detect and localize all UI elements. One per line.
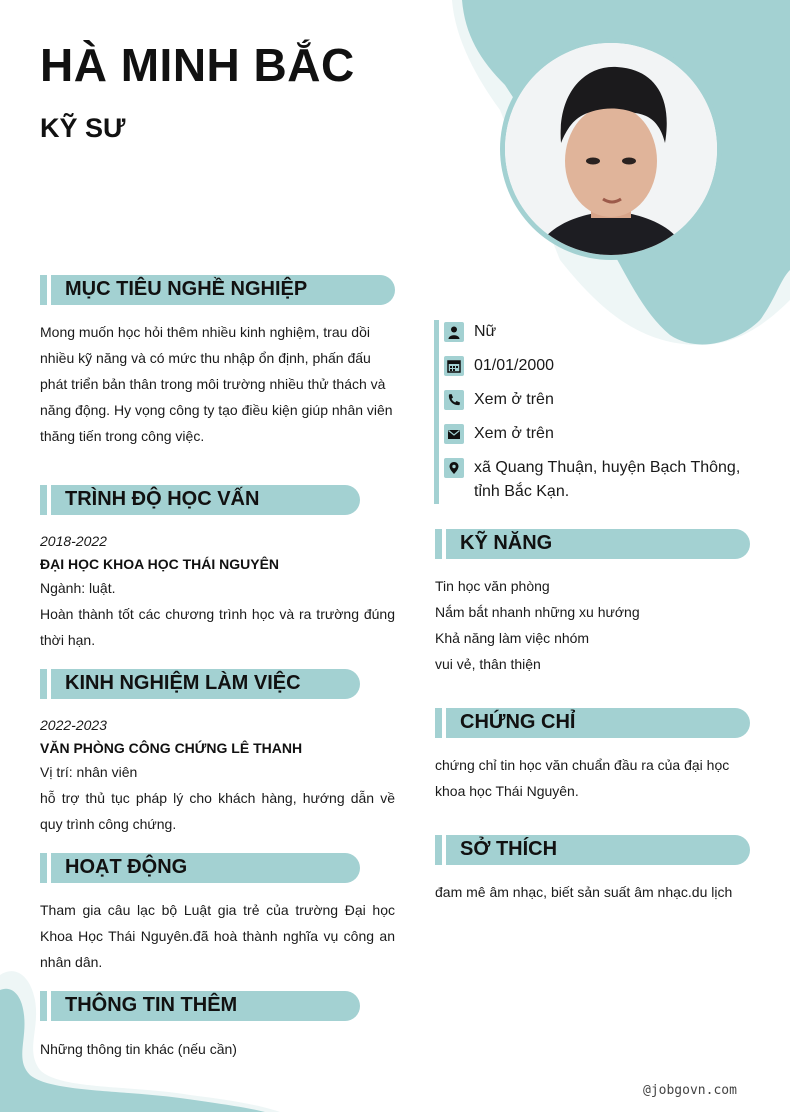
hobbies-description: đam mê âm nhạc, biết sản suất âm nhạc.du lịch xyxy=(435,884,733,900)
address-line: xã Quang Thuận, huyện Bạch Thông, xyxy=(474,459,741,476)
gender-value: Nữ xyxy=(474,323,497,340)
education-period: 2018-2022 xyxy=(40,533,107,549)
certificate-line: khoa học Thái Nguyên. xyxy=(435,783,579,799)
objective-line: năng động. Hy vọng công ty tạo điều kiện giúp nhân viên xyxy=(40,402,393,418)
mail-icon xyxy=(444,424,464,444)
address-line: tỉnh Bắc Kạn. xyxy=(474,483,570,500)
skill-item: Khả năng làm việc nhóm xyxy=(435,630,590,646)
experience-company: VĂN PHÒNG CÔNG CHỨNG LÊ THANH xyxy=(40,740,303,756)
objective-line: phát triển bản thân trong môi trường nhiều thử thách và xyxy=(40,376,386,392)
certificate-line: chứng chỉ tin học văn chuẩn đầu ra của đại học xyxy=(435,757,730,773)
skill-item: Tin học văn phòng xyxy=(435,578,550,594)
education-major: Ngành: luật. xyxy=(40,580,116,596)
footer-brand: @jobgovn.com xyxy=(643,1083,737,1098)
experience-period: 2022-2023 xyxy=(40,717,107,733)
activities-description: Tham gia câu lạc bộ Luật gia trẻ của trường Đại học Khoa Học Thái Nguyên.đã hoà thành nghĩa vụ công an nhân dân. xyxy=(40,902,395,970)
more-info-heading: THÔNG TIN THÊM xyxy=(65,994,238,1016)
candidate-name: HÀ MINH BẮC xyxy=(40,39,355,91)
contact-phone xyxy=(444,390,744,412)
section-experience xyxy=(40,669,360,699)
contact-birthday xyxy=(444,356,744,378)
birthday-value: 01/01/2000 xyxy=(474,357,555,374)
person-icon xyxy=(444,322,464,342)
education-description: Hoàn thành tốt các chương trình học và ra trường đúng thời hạn. xyxy=(40,606,395,648)
objective-line: thăng tiến trong công việc. xyxy=(40,428,205,444)
address-value xyxy=(474,456,740,504)
objective-heading: MỤC TIÊU NGHỀ NGHIỆP xyxy=(65,278,308,300)
section-more-info xyxy=(40,991,360,1021)
activities-heading: HOẠT ĐỘNG xyxy=(65,856,188,878)
experience-description: hỗ trợ thủ tục pháp lý cho khách hàng, hướng dẫn về quy trình công chứng. xyxy=(40,790,395,832)
contact-gender xyxy=(444,322,744,344)
location-pin-icon xyxy=(444,458,464,478)
calendar-icon xyxy=(444,356,464,376)
contact-address xyxy=(444,458,744,504)
section-hobbies xyxy=(435,835,750,865)
section-certificates xyxy=(435,708,750,738)
section-education xyxy=(40,485,360,515)
section-activities xyxy=(40,853,360,883)
contact-bar xyxy=(434,320,439,504)
contact-email xyxy=(444,424,744,446)
job-title: KỸ SƯ xyxy=(40,113,126,143)
portrait-photo xyxy=(505,43,717,255)
skill-item: vui vẻ, thân thiện xyxy=(435,656,541,672)
objective-text xyxy=(40,319,400,449)
certificates-heading: CHỨNG CHỈ xyxy=(460,711,576,733)
experience-heading: KINH NGHIỆM LÀM VIỆC xyxy=(65,672,301,694)
objective-line: nhiều kỹ năng và có mức thu nhập ổn định, phấn đấu xyxy=(40,350,371,366)
more-info-description: Những thông tin khác (nếu cần) xyxy=(40,1041,237,1057)
skill-item: Nắm bắt nhanh những xu hướng xyxy=(435,604,640,620)
avatar xyxy=(505,43,717,255)
objective-line: Mong muốn học hỏi thêm nhiều kinh nghiệm, trau dồi xyxy=(40,324,370,340)
hobbies-heading: SỞ THÍCH xyxy=(460,838,558,860)
section-skills xyxy=(435,529,750,559)
education-school: ĐẠI HỌC KHOA HỌC THÁI NGUYÊN xyxy=(40,556,280,572)
education-heading: TRÌNH ĐỘ HỌC VẤN xyxy=(65,488,260,510)
experience-position: Vị trí: nhân viên xyxy=(40,764,138,780)
section-objective xyxy=(40,275,395,305)
phone-value: Xem ở trên xyxy=(474,391,554,408)
email-value: Xem ở trên xyxy=(474,425,554,442)
phone-icon xyxy=(444,390,464,410)
skills-heading: KỸ NĂNG xyxy=(460,532,553,554)
